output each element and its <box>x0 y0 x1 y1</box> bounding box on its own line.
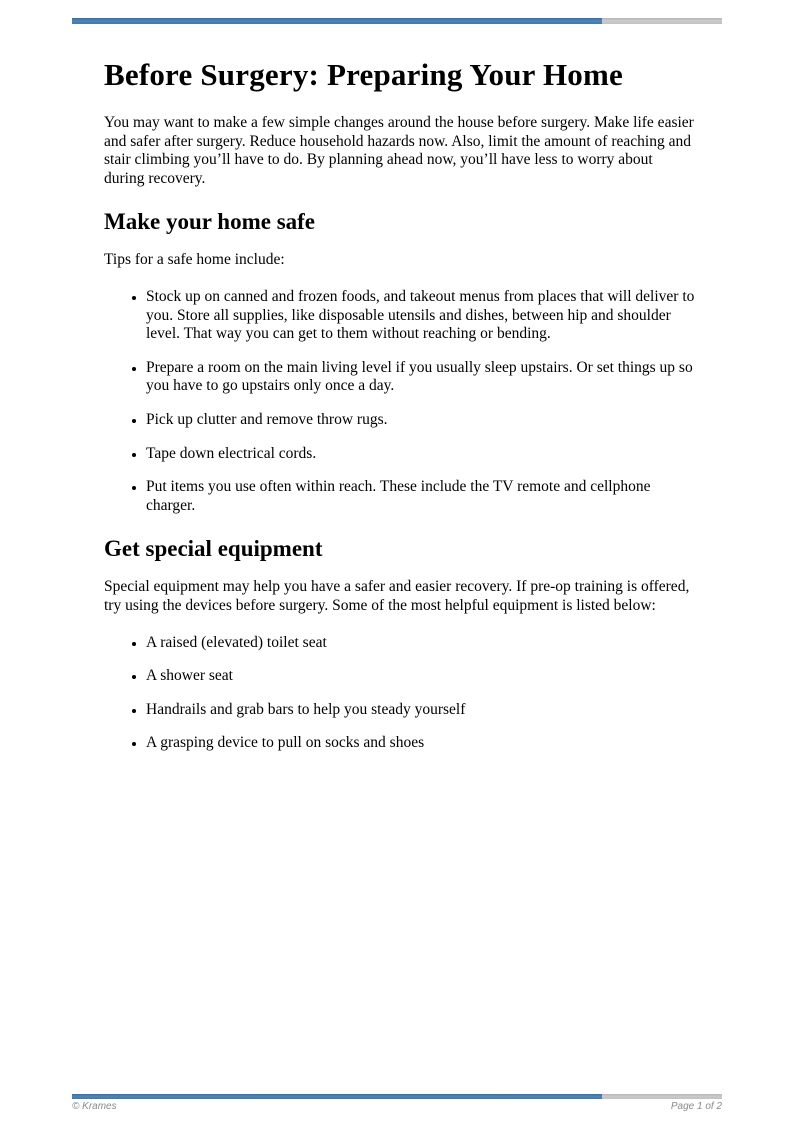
footer-accent-bar-gray-segment <box>602 1094 722 1099</box>
list-item: • A raised (elevated) toilet seat <box>146 634 697 653</box>
list-item: • Put items you use often within reach. These include the TV remote and cellphone charger. <box>146 478 697 515</box>
list-item: • Prepare a room on the main living level if you usually sleep upstairs. Or set things up so you have to go upstairs only once a day. <box>146 359 697 396</box>
list-item: • A shower seat <box>146 667 697 686</box>
list-item: • Pick up clutter and remove throw rugs. <box>146 411 697 430</box>
section-heading-make-home-safe: Make your home safe <box>104 209 316 235</box>
list-item: • Handrails and grab bars to help you steady yourself <box>146 701 697 720</box>
list-item: • Tape down electrical cords. <box>146 445 697 464</box>
intro-paragraph: You may want to make a few simple changes around the house before surgery. Make life easier and safer after surgery. Reduce household hazards now. Also, limit the amount of reaching and stair climbing you’ll have to do. By planning ahead now, you’ll have less to worry about during recovery. <box>104 114 694 187</box>
footer <box>72 1101 722 1112</box>
copyright-text: © Krames <box>72 1101 117 1112</box>
bullet-list-home-safety <box>104 288 697 515</box>
section-heading-get-special-equipment: Get special equipment <box>104 536 323 562</box>
bullet-list-special-equipment <box>104 634 697 753</box>
list-item: • A grasping device to pull on socks and shoes <box>146 734 697 753</box>
section-lead-make-home-safe: Tips for a safe home include: <box>104 251 285 269</box>
section-lead-get-special-equipment: Special equipment may help you have a safer and easier recovery. If pre-op training is offered, try using the devices before surgery. Some of the most helpful equipment is listed below: <box>104 578 690 614</box>
page-title: Before Surgery: Preparing Your Home <box>104 57 623 92</box>
list-item: • Stock up on canned and frozen foods, and takeout menus from places that will deliver to you. Store all supplies, like disposable utensils and dishes, between hip and shoulder level. That way you can get to them without reaching or bending. <box>146 288 697 344</box>
document-body <box>104 0 697 771</box>
footer-accent-bar-blue-segment <box>72 1094 602 1099</box>
footer-accent-bar <box>72 1094 722 1099</box>
page-indicator: Page 1 of 2 <box>670 1101 722 1112</box>
